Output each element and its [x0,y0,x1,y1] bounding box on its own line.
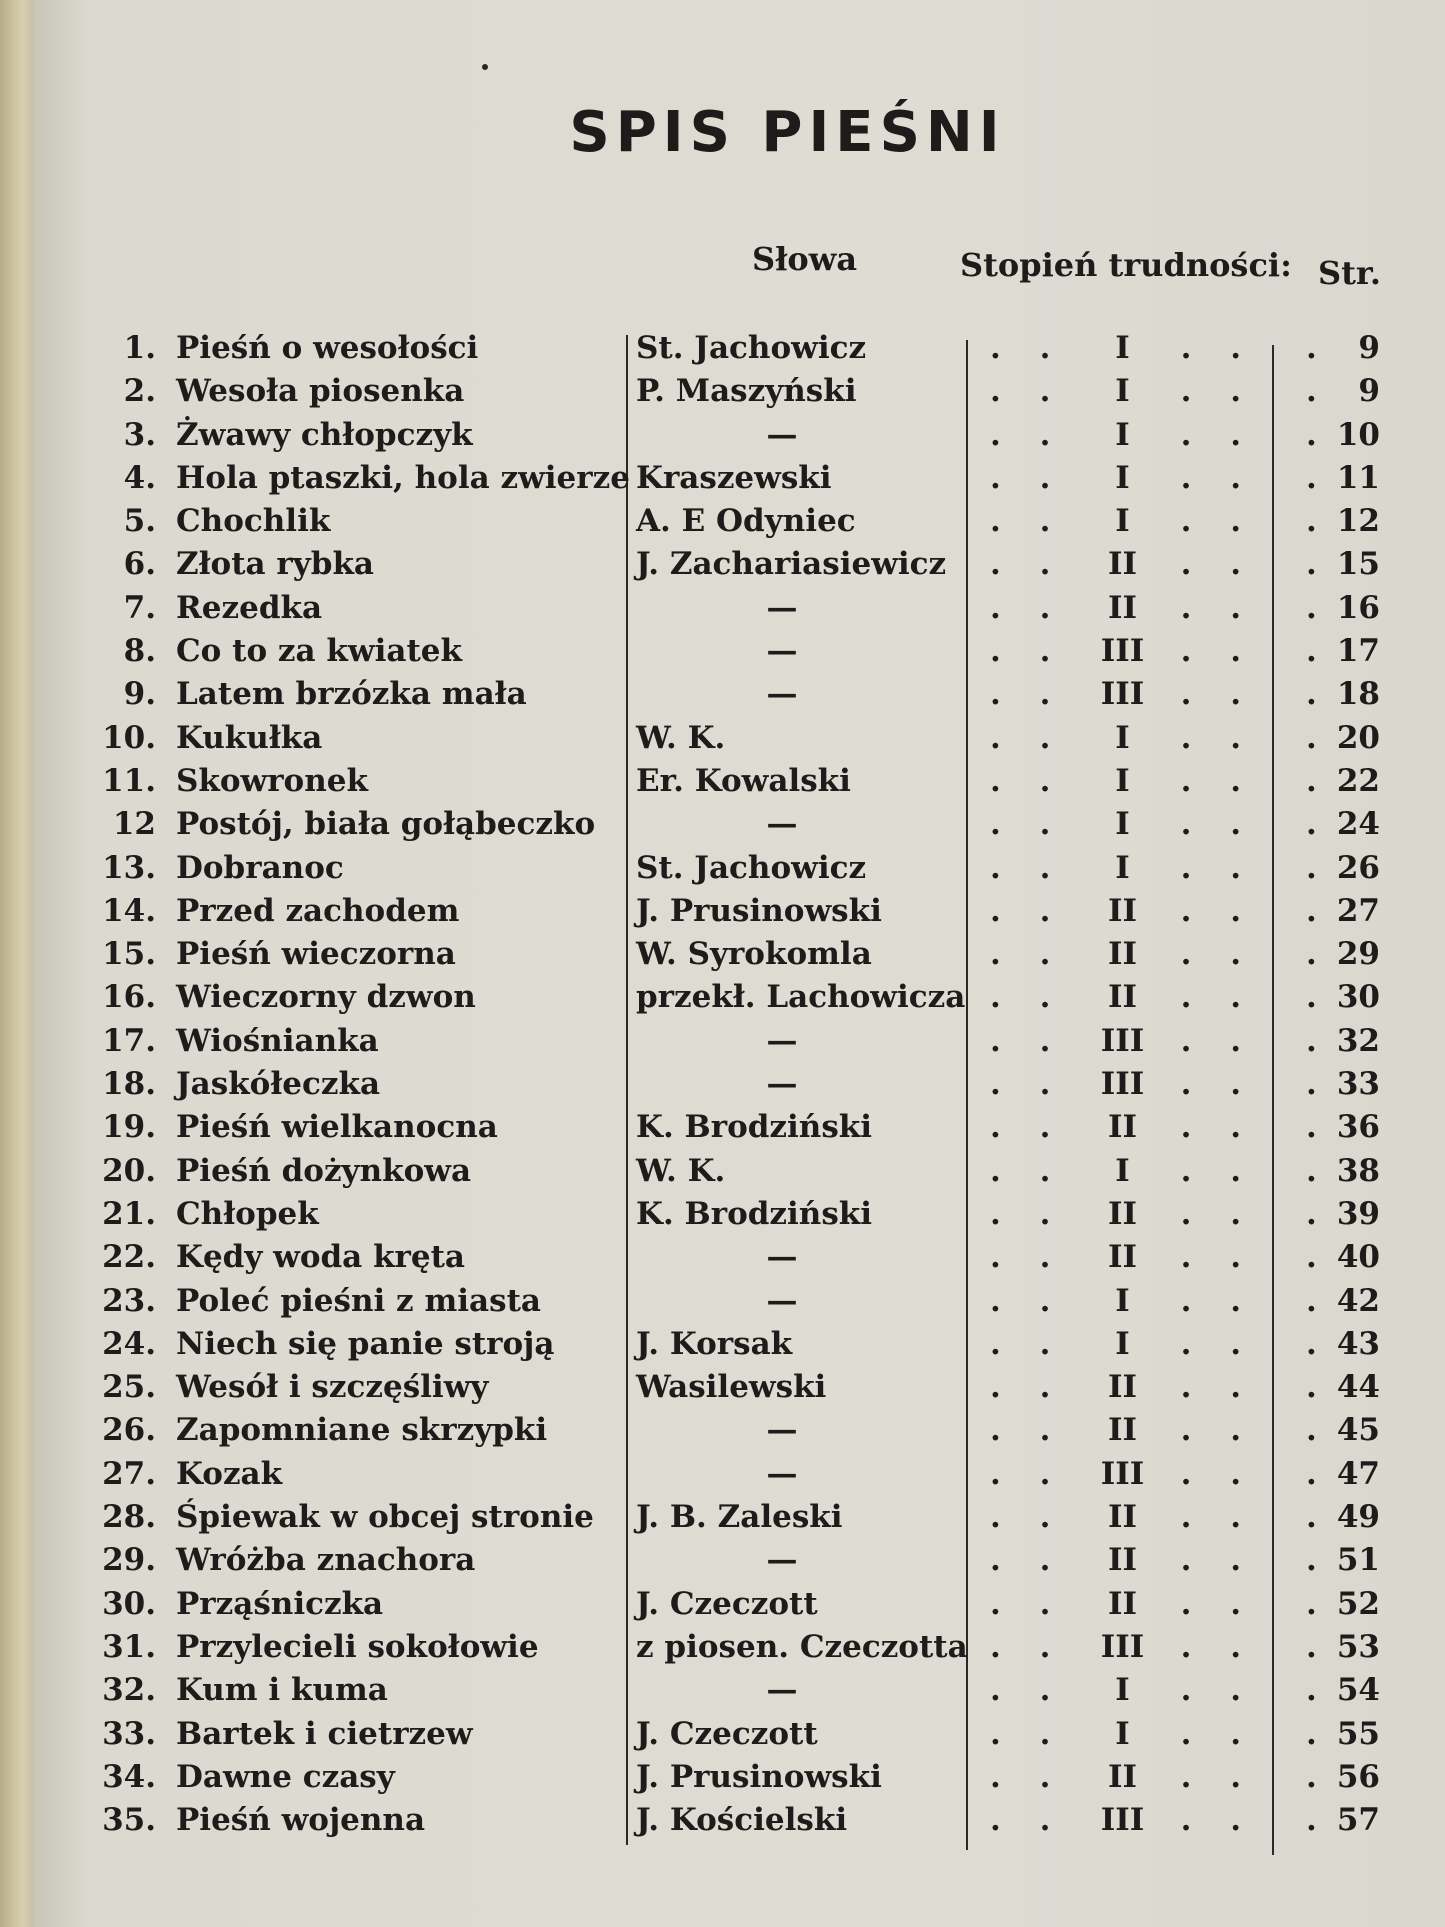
difficulty-level: II . . . . [990,1412,1255,1449]
leader-dots: . . [990,1282,1065,1319]
song-number: 34. [102,1758,156,1795]
table-row [0,330,1445,373]
song-author: J. B. Zaleski [636,1499,843,1536]
leader-dots: . . [990,1672,1065,1709]
song-number: 12 [112,806,156,843]
song-number: 2. [123,373,156,410]
difficulty-level: II . . . . [990,1499,1255,1536]
page-number: . 43 [1300,1326,1380,1362]
leader-dots: . . [990,1022,1065,1059]
difficulty-level: II . . . . [990,1585,1255,1622]
song-number: 7. [123,589,156,626]
table-row [0,373,1445,416]
leader-dots: . . [990,546,1065,583]
song-title: Poleć pieśni z miasta [176,1282,541,1319]
song-number: 6. [123,546,156,583]
song-number: 13. [102,849,156,886]
table-row [0,763,1445,806]
song-author: J. Czeczott [636,1715,818,1752]
song-number: 9. [123,676,156,713]
difficulty-level: I . . . . [990,416,1255,453]
leader-dots: . . [1180,1585,1255,1622]
leader-dots: . . [1180,503,1255,540]
page-number: . 10 [1300,417,1380,453]
leader-dots: . . [1180,1109,1255,1146]
leader-dots: . . [1180,1369,1255,1406]
song-number: 15. [102,936,156,973]
difficulty-level: II . . . . [990,979,1255,1016]
page-number: . 42 [1300,1283,1380,1319]
leader-dots: . . [1180,373,1255,410]
song-number: 14. [102,892,156,929]
song-number: 17. [102,1022,156,1059]
leader-dots: . . [1180,1195,1255,1232]
page-number: . 38 [1300,1153,1380,1189]
table-row [0,1369,1445,1412]
song-title: Pieśń dożynkowa [176,1152,472,1189]
leader-dots: . . [1180,762,1255,799]
song-title: Przylecieli sokołowie [176,1628,539,1665]
table-row [0,979,1445,1022]
difficulty-level: III . . . . [990,676,1255,713]
song-title: Kozak [176,1455,283,1492]
song-author: J. Korsak [636,1325,793,1362]
song-author: — [766,1672,812,1709]
song-title: Wróżba znachora [176,1542,476,1579]
song-author: — [766,1022,812,1059]
difficulty-level: I . . . . [990,503,1255,540]
song-author: — [766,633,812,670]
leader-dots: . . [990,1499,1065,1536]
song-number: 26. [102,1412,156,1449]
song-title: Niech się panie stroją [176,1325,555,1362]
song-author: J. Prusinowski [636,1758,882,1795]
leader-dots: . . [1180,1758,1255,1795]
page-number: . 54 [1300,1672,1380,1708]
leader-dots: . . [990,849,1065,886]
leader-dots: . . [990,1195,1065,1232]
leader-dots: . . [1180,1239,1255,1276]
song-title: Pieśń wielkanocna [176,1109,498,1146]
song-number: 25. [102,1369,156,1406]
song-number: 10. [102,719,156,756]
leader-dots: . . [990,373,1065,410]
table-row [0,1542,1445,1585]
table-row [0,1326,1445,1369]
page-number: . 47 [1300,1456,1380,1492]
difficulty-level: II . . . . [990,936,1255,973]
difficulty-level: II . . . . [990,1195,1255,1232]
song-number: 1. [123,330,156,366]
song-number: 22. [102,1239,156,1276]
song-title: Zapomniane skrzypki [176,1412,548,1449]
table-row [0,1456,1445,1499]
page-number: . 22 [1300,763,1380,799]
page-number: . 27 [1300,893,1380,929]
difficulty-level: II . . . . [990,546,1255,583]
page-number: . 55 [1300,1716,1380,1752]
leader-dots: . . [1180,1152,1255,1189]
song-index-table [0,330,1445,1845]
song-author: — [766,416,812,453]
page-number: . 44 [1300,1369,1380,1405]
leader-dots: . . [990,1585,1065,1622]
page-number: . 9 [1300,330,1380,366]
leader-dots: . . [990,459,1065,496]
difficulty-level: I . . . . [990,806,1255,843]
leader-dots: . . [990,979,1065,1016]
song-title: Złota rybka [176,546,375,583]
song-author: K. Brodziński [636,1109,873,1146]
leader-dots: . . [990,1455,1065,1492]
song-number: 19. [102,1109,156,1146]
difficulty-level: I . . . . [990,373,1255,410]
difficulty-level: I . . . . [990,1152,1255,1189]
leader-dots: . . [990,416,1065,453]
table-row [0,1802,1445,1845]
song-title: Rezedka [176,589,323,626]
song-number: 24. [102,1325,156,1362]
leader-dots: . . [990,1758,1065,1795]
leader-dots: . . [1180,1628,1255,1665]
song-author: K. Brodziński [636,1195,873,1232]
song-title: Przed zachodem [176,892,460,929]
song-number: 4. [123,459,156,496]
leader-dots: . . [1180,1715,1255,1752]
song-title: Skowronek [176,762,368,799]
table-row [0,1109,1445,1152]
table-row [0,417,1445,460]
song-author: Wasilewski [636,1369,827,1406]
difficulty-level: III . . . . [990,633,1255,670]
song-title: Pieśń wieczorna [176,936,456,973]
song-number: 8. [123,633,156,670]
table-row [0,1629,1445,1672]
page-number: . 9 [1300,373,1380,409]
leader-dots: . . [990,633,1065,670]
ink-dot [482,64,488,70]
table-row [0,1759,1445,1802]
page-number: . 24 [1300,806,1380,842]
song-title: Jaskółeczka [176,1066,381,1103]
table-row [0,633,1445,676]
song-number: 3. [123,416,156,453]
leader-dots: . . [1180,459,1255,496]
song-title: Pieśń wojenna [176,1802,426,1839]
leader-dots: . . [990,1325,1065,1362]
page-number: . 52 [1300,1586,1380,1622]
song-title: Kędy woda kręta [176,1239,466,1276]
table-row [0,1283,1445,1326]
song-title: Postój, biała gołąbeczko [176,806,596,843]
leader-dots: . . [1180,1802,1255,1839]
difficulty-level: I . . . . [990,762,1255,799]
header-page: Str. [1318,254,1381,292]
difficulty-level: I . . . . [990,1282,1255,1319]
song-author: W. K. [636,719,726,756]
leader-dots: . . [990,1239,1065,1276]
song-title: Dobranoc [176,849,344,886]
table-row [0,590,1445,633]
song-title: Latem brzózka mała [176,676,527,713]
page-number: . 12 [1300,503,1380,539]
song-number: 18. [102,1066,156,1103]
difficulty-level: I . . . . [990,719,1255,756]
table-row [0,893,1445,936]
leader-dots: . . [1180,330,1255,366]
leader-dots: . . [1180,936,1255,973]
page-number: . 45 [1300,1412,1380,1448]
leader-dots: . . [990,589,1065,626]
song-number: 35. [102,1802,156,1839]
page-number: . 15 [1300,546,1380,582]
difficulty-level: I . . . . [990,849,1255,886]
song-author: — [766,676,812,713]
song-title: Chochlik [176,503,331,540]
page-number: . 30 [1300,979,1380,1015]
song-title: Śpiewak w obcej stronie [176,1499,594,1536]
difficulty-level: III . . . . [990,1802,1255,1839]
song-author: — [766,1239,812,1276]
leader-dots: . . [1180,1282,1255,1319]
difficulty-level: II . . . . [990,1109,1255,1146]
song-author: Kraszewski [636,459,832,496]
page-title: SPIS PIEŚNI [569,100,1006,165]
leader-dots: . . [990,1369,1065,1406]
song-title: Wesół i szczęśliwy [176,1369,489,1406]
leader-dots: . . [1180,979,1255,1016]
song-author: z piosen. Czeczotta [636,1628,968,1665]
page-number: . 57 [1300,1802,1380,1838]
difficulty-level: II . . . . [990,892,1255,929]
leader-dots: . . [1180,1022,1255,1059]
table-row [0,1153,1445,1196]
table-row [0,1672,1445,1715]
difficulty-level: I . . . . [990,1672,1255,1709]
song-number: 31. [102,1628,156,1665]
song-title: Wiośnianka [176,1022,379,1059]
page-number: . 29 [1300,936,1380,972]
song-title: Żwawy chłopczyk [176,416,473,453]
page-number: . 16 [1300,590,1380,626]
song-title: Prząśniczka [176,1585,384,1622]
leader-dots: . . [990,1109,1065,1146]
song-title: Dawne czasy [176,1758,395,1795]
difficulty-level: II . . . . [990,1239,1255,1276]
table-row [0,850,1445,893]
song-title: Bartek i cietrzew [176,1715,473,1752]
leader-dots: . . [1180,633,1255,670]
difficulty-level: II . . . . [990,589,1255,626]
page-number: . 26 [1300,850,1380,886]
header-words: Słowa [752,240,858,278]
difficulty-level: I . . . . [990,1715,1255,1752]
song-author: P. Maszyński [636,373,857,410]
leader-dots: . . [1180,1412,1255,1449]
song-title: Wesoła piosenka [176,373,465,410]
difficulty-level: I . . . . [990,1325,1255,1362]
table-row [0,676,1445,719]
leader-dots: . . [990,1715,1065,1752]
song-number: 20. [102,1152,156,1189]
leader-dots: . . [990,892,1065,929]
table-row [0,1023,1445,1066]
song-number: 16. [102,979,156,1016]
song-author: J. Zachariasiewicz [636,546,947,583]
page-number: . 17 [1300,633,1380,669]
leader-dots: . . [990,936,1065,973]
song-author: — [766,1066,812,1103]
table-row [0,1586,1445,1629]
song-title: Kum i kuma [176,1672,388,1709]
leader-dots: . . [1180,1066,1255,1103]
song-author: — [766,1455,812,1492]
leader-dots: . . [1180,1542,1255,1579]
song-number: 33. [102,1715,156,1752]
leader-dots: . . [990,330,1065,366]
table-row [0,503,1445,546]
leader-dots: . . [1180,849,1255,886]
table-row [0,936,1445,979]
leader-dots: . . [990,1542,1065,1579]
song-author: J. Czeczott [636,1585,818,1622]
song-author: J. Prusinowski [636,892,882,929]
header-difficulty: Stopień trudności: [960,246,1292,284]
table-row [0,1066,1445,1109]
leader-dots: . . [990,676,1065,713]
leader-dots: . . [990,762,1065,799]
difficulty-level: III . . . . [990,1455,1255,1492]
table-row [0,1196,1445,1239]
page-number: . 18 [1300,676,1380,712]
leader-dots: . . [1180,1455,1255,1492]
song-number: 21. [102,1195,156,1232]
song-number: 30. [102,1585,156,1622]
song-author: — [766,1542,812,1579]
leader-dots: . . [990,1628,1065,1665]
leader-dots: . . [1180,676,1255,713]
song-title: Chłopek [176,1195,319,1232]
song-author: St. Jachowicz [636,849,867,886]
difficulty-level: III . . . . [990,1066,1255,1103]
song-title: Wieczorny dzwon [176,979,476,1016]
difficulty-level: III . . . . [990,1628,1255,1665]
song-author: — [766,1412,812,1449]
difficulty-level: III . . . . [990,1022,1255,1059]
table-row [0,720,1445,763]
page-number: . 11 [1300,460,1380,496]
page-number: . 36 [1300,1109,1380,1145]
song-title: Hola ptaszki, hola zwierze [176,459,630,496]
song-number: 29. [102,1542,156,1579]
song-author: — [766,806,812,843]
leader-dots: . . [990,806,1065,843]
leader-dots: . . [1180,806,1255,843]
page-number: . 40 [1300,1239,1380,1275]
leader-dots: . . [1180,589,1255,626]
leader-dots: . . [1180,719,1255,756]
leader-dots: . . [1180,416,1255,453]
leader-dots: . . [1180,892,1255,929]
song-number: 11. [102,762,156,799]
page-number: . 49 [1300,1499,1380,1535]
leader-dots: . . [990,503,1065,540]
difficulty-level: II . . . . [990,1758,1255,1795]
page-number: . 53 [1300,1629,1380,1665]
leader-dots: . . [1180,1672,1255,1709]
song-author: J. Kościelski [636,1802,848,1839]
song-author: W. K. [636,1152,726,1189]
leader-dots: . . [990,1802,1065,1839]
table-row [0,1412,1445,1455]
page-number: . 33 [1300,1066,1380,1102]
difficulty-level: I . . . . [990,459,1255,496]
song-number: 23. [102,1282,156,1319]
leader-dots: . . [990,1066,1065,1103]
song-author: A. E Odyniec [636,503,856,540]
song-author: W. Syrokomla [636,936,872,973]
table-row [0,1716,1445,1759]
page-number: . 32 [1300,1023,1380,1059]
leader-dots: . . [1180,1325,1255,1362]
leader-dots: . . [1180,546,1255,583]
song-number: 27. [102,1455,156,1492]
table-row [0,1239,1445,1282]
song-number: 32. [102,1672,156,1709]
song-number: 28. [102,1499,156,1536]
difficulty-level: II . . . . [990,1369,1255,1406]
song-title: Kukułka [176,719,323,756]
table-row [0,1499,1445,1542]
song-author: Er. Kowalski [636,762,851,799]
table-row [0,806,1445,849]
leader-dots: . . [990,719,1065,756]
table-row [0,460,1445,503]
page-number: . 51 [1300,1542,1380,1578]
page-number: . 39 [1300,1196,1380,1232]
difficulty-level: I . . . . [990,330,1255,366]
leader-dots: . . [1180,1499,1255,1536]
table-row [0,546,1445,589]
leader-dots: . . [990,1412,1065,1449]
song-author: przekł. Lachowicza [636,979,966,1016]
page-number: . 56 [1300,1759,1380,1795]
song-author: — [766,589,812,626]
difficulty-level: II . . . . [990,1542,1255,1579]
song-author: — [766,1282,812,1319]
song-author: St. Jachowicz [636,330,867,366]
song-title: Pieśń o wesołości [176,330,479,366]
leader-dots: . . [990,1152,1065,1189]
page-number: . 20 [1300,720,1380,756]
song-title: Co to za kwiatek [176,633,462,670]
song-number: 5. [123,503,156,540]
